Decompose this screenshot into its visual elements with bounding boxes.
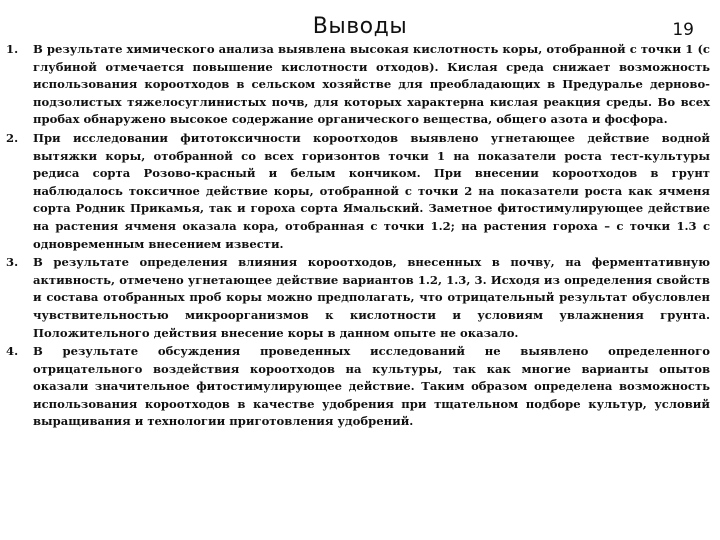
- conclusion-text: При исследовании фитотоксичности короотходов выявлено угнетающее действие водной вытяжки коры, отобранной со всех горизонтов точки 1 на показатели роста тест-культуры редиса сорта Розово-красный и белым кончиком. При внесении короотходов в грунт наблюдалось токсичное действие коры, отобранной с точки 2 на показатели роста как ячменя сорта Родник Прикамья, так и гороха сорта Ямальский. Заметное фитостимулирующее действие на растения ячменя оказала кора, отобранная с точки 1.2; на растения гороха – с точки 1.3 с одновременным внесением извести.: [33, 130, 710, 251]
- conclusion-number: 2.: [6, 130, 19, 145]
- conclusion-text: В результате химического анализа выявлена высокая кислотность коры, отобранной с точки 1 (с глубиной отмечается повышение кислотности отходов). Кислая среда снижает возможность использования короотходов в сельском хозяйстве для преобладающих в Предуралье дерново-подзолистых тяжелосуглинистых почв, для которых характерна кислая реакция среды. Во всех пробах обнаружено высокое содержание органического вещества, общего азота и фосфора.: [33, 42, 710, 127]
- conclusion-item-3: [6, 254, 710, 342]
- page-number: 19: [672, 20, 694, 40]
- conclusion-item-2: [6, 130, 710, 253]
- conclusion-item-4: [6, 343, 710, 431]
- conclusion-number: 1.: [6, 42, 19, 56]
- conclusion-number: 3.: [6, 255, 19, 270]
- conclusions-list: [6, 41, 710, 432]
- conclusion-text: В результате обсуждения проведенных исследований не выявлено определенного отрицательного воздействия короотходов на культуры, так как многие варианты опытов оказали значительное фитостимулирующее действие. Таким образом определена возможность использования короотходов в качестве удобрения при тщательном подборе культур, условий выращивания и технологии приготовления удобрений.: [33, 344, 710, 429]
- conclusion-number: 4.: [6, 344, 19, 359]
- conclusion-text: В результате определения влияния короотходов, внесенных в почву, на ферментативную активность, отмечено угнетающее действие вариантов 1.2, 1.3, 3. Исходя из определения свойств и состава отобранных проб коры можно предполагать, что отрицательный результат обусловлен чувствительностью микроорганизмов к кислотности и условиям увлажнения грунта. Положительного действия внесение коры в данном опыте не оказало.: [33, 255, 710, 340]
- conclusion-item-1: [6, 41, 710, 129]
- slide-title: Выводы: [312, 14, 408, 39]
